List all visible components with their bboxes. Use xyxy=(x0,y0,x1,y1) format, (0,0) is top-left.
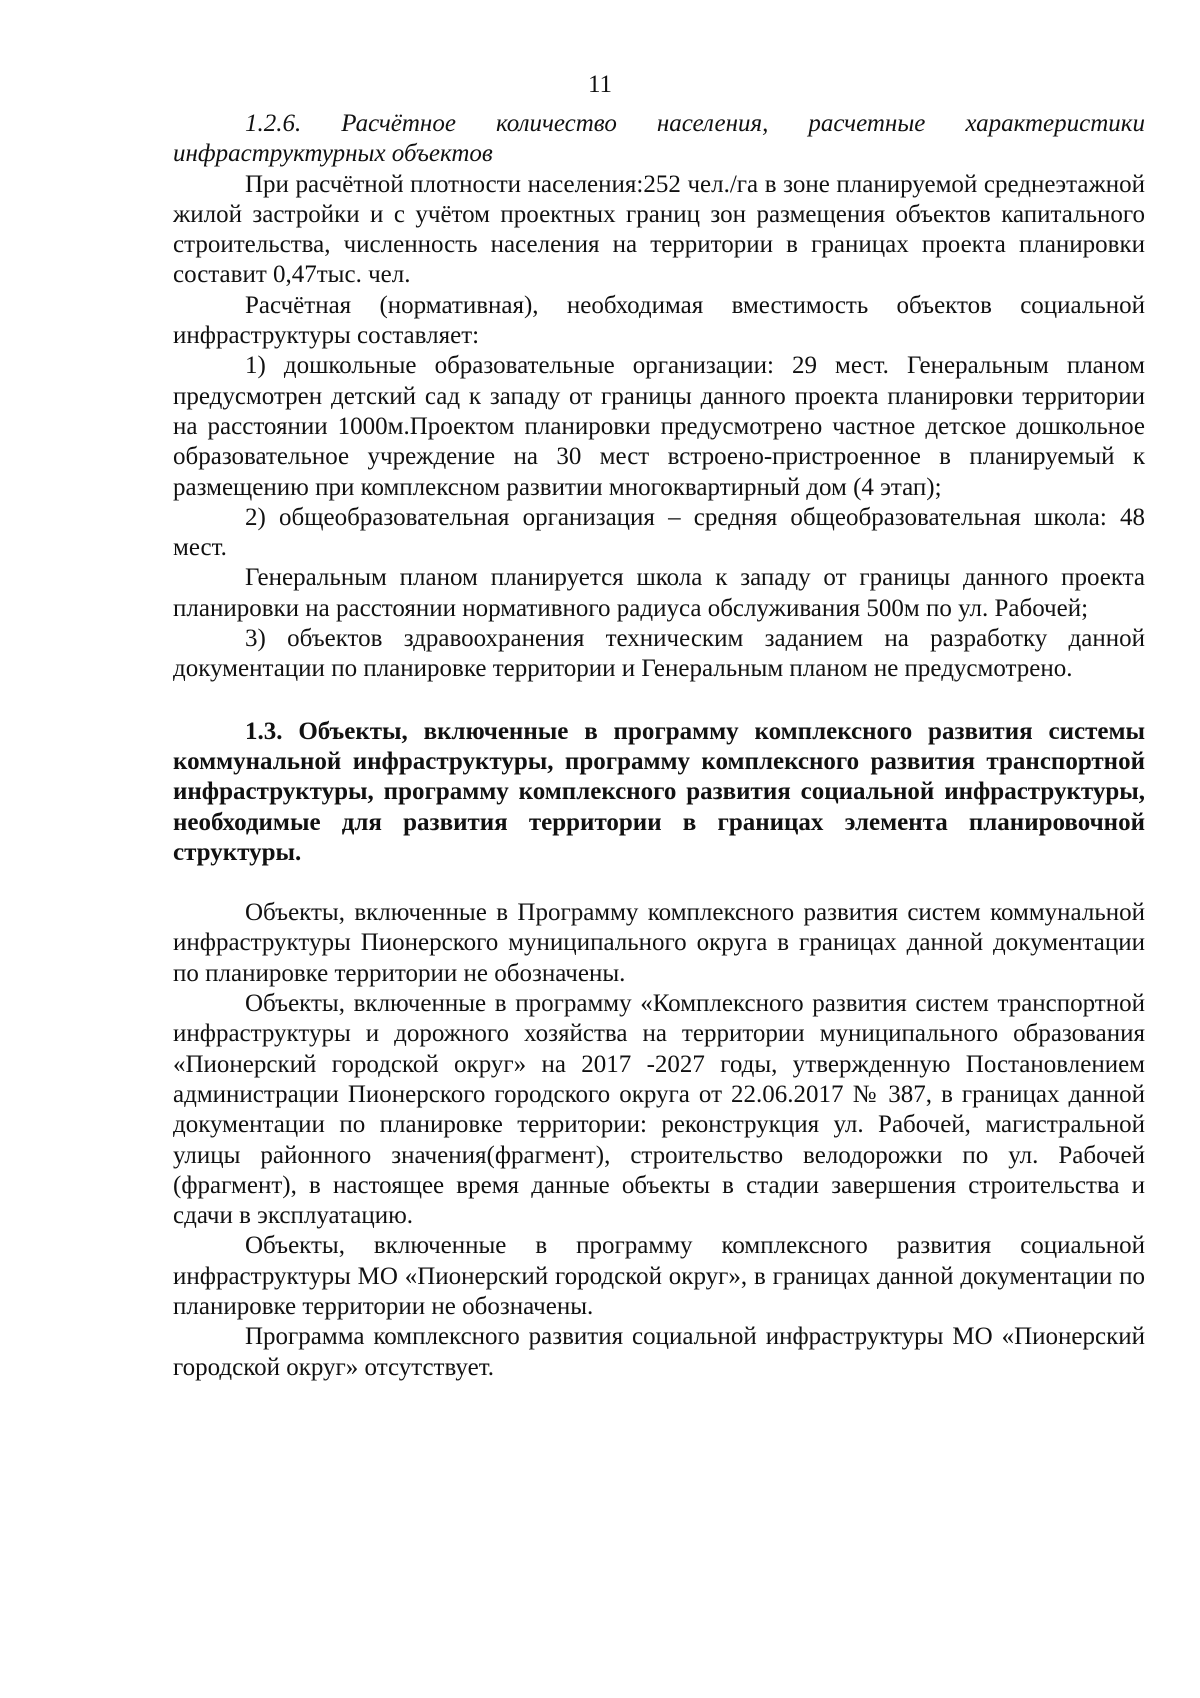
paragraph-population-density: При расчётной плотности населения:252 чел./га в зоне планируемой среднеэтажной жилой застройки и с учётом проектных границ зон размещения объектов капитального строительства, численность населения на территории в границах проекта планировки составит 0,47тыс. чел. xyxy=(173,170,1145,289)
paragraph-social-program-absent: Программа комплексного развития социальной инфраструктуры МО «Пионерский городской округ» отсутствует. xyxy=(173,1323,1145,1381)
section-1-2-6-heading: 1.2.6. Расчётное количество населения, расчетные характеристики инфраструктурных объектов xyxy=(173,110,1145,168)
paragraph-capacity-intro: Расчётная (нормативная), необходимая вместимость объектов социальной инфраструктуры составляет: xyxy=(173,291,1145,350)
paragraph-healthcare: 3) объектов здравоохранения техническим заданием на разработку данной документации по планировке территории и Генеральным планом не предусмотрено. xyxy=(173,625,1145,683)
section-spacer xyxy=(173,685,1145,717)
paragraph-social-infrastructure: Объекты, включенные в программу комплексного развития социальной инфраструктуры МО «Пионерский городской округ», в границах данной документации по планировке территории не обозначены. xyxy=(173,1232,1145,1320)
paragraph-school-location: Генеральным планом планируется школа к западу от границы данного проекта планировки на расстоянии нормативного радиуса обслуживания 500м по ул. Рабочей; xyxy=(173,564,1145,622)
paragraph-preschool: 1) дошкольные образовательные организации: 29 мест. Генеральным планом предусмотрен детский сад к западу от границы данного проекта планировки территории на расстоянии 1000м.Проектом планировки предусмотрено частное детское дошкольное образовательное учреждение на 30 мест встроено-пристроенное в планируемый к размещению при комплексном развитии многоквартирный дом (4 этап); xyxy=(173,352,1145,501)
page-number: 11 xyxy=(587,71,613,98)
page-content xyxy=(173,109,1145,1383)
section-1-3-heading: 1.3. Объекты, включенные в программу комплексного развития системы коммунальной инфраструктуры, программу комплексного развития транспортной инфраструктуры, программу комплексного развития социальной инфраструктуры, необходимые для развития территории в границах элемента планировочной структуры. xyxy=(173,717,1145,866)
paragraph-transport-infrastructure: Объекты, включенные в программу «Комплексного развития систем транспортной инфраструктуры и дорожного хозяйства на территории муниципального образования «Пионерский городской округ» на 2017 -2027 годы, утвержденную Постановлением администрации Пионерского городского округа от 22.06.2017 № 387, в границах данной документации по планировке территории: реконструкция ул. Рабочей, магистральной улицы районного значения(фрагмент), строительство велодорожки по ул. Рабочей (фрагмент), в настоящее время данные объекты в стадии завершения строительства и сдачи в эксплуатацию. xyxy=(173,990,1145,1230)
paragraph-school: 2) общеобразовательная организация – средняя общеобразовательная школа: 48 мест. xyxy=(173,503,1145,562)
paragraph-communal-infrastructure: Объекты, включенные в Программу комплексного развития систем коммунальной инфраструктуры Пионерского муниципального округа в границах данной документации по планировке территории не обозначены. xyxy=(173,899,1145,987)
section-spacer xyxy=(173,868,1145,898)
